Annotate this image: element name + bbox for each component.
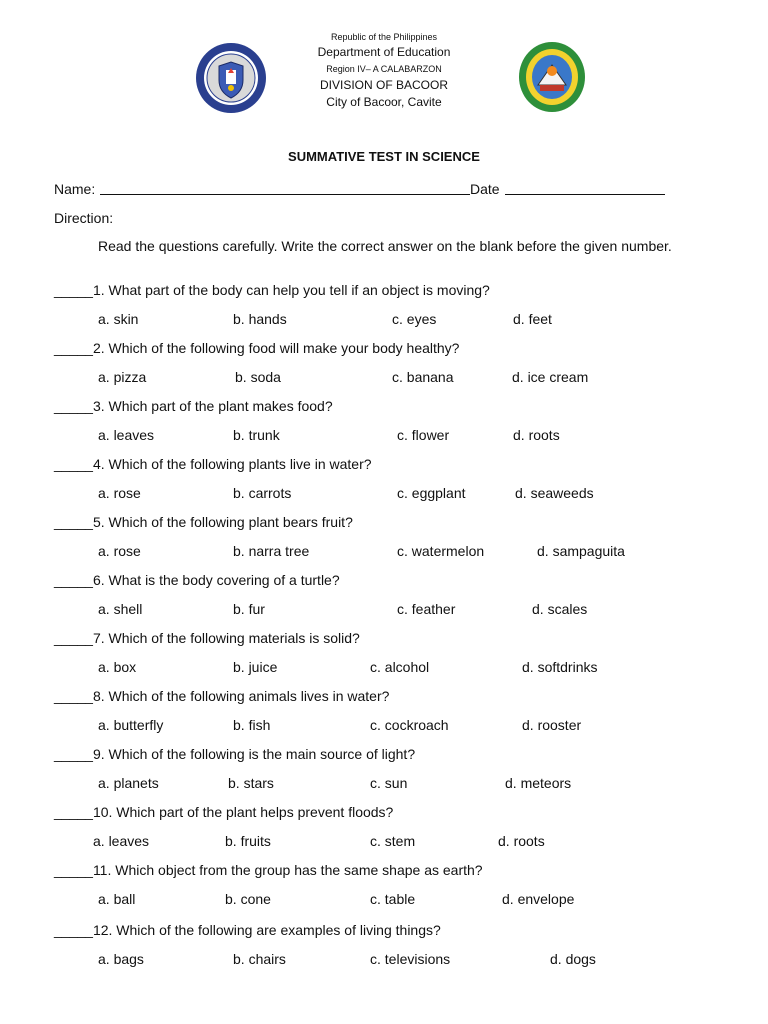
- option-c: c. banana: [392, 369, 454, 385]
- option-c: c. alcohol: [370, 659, 430, 675]
- option-d: d. seaweeds: [515, 485, 594, 501]
- answer-blank[interactable]: _____: [54, 340, 93, 356]
- question-text: 11. Which object from the group has the same shape as earth?: [92, 862, 483, 878]
- option-b: b. trunk: [233, 427, 280, 443]
- instructions: Read the questions carefully. Write the correct answer on the blank before the given number.: [98, 238, 672, 254]
- header-department: Department of Education: [317, 45, 451, 59]
- answer-blank[interactable]: _____: [54, 688, 93, 704]
- question-text: 7. Which of the following materials is solid?: [92, 630, 360, 646]
- option-b: b. juice: [233, 659, 278, 675]
- question-text: 5. Which of the following plant bears fruit?: [92, 514, 353, 530]
- question-text: 8. Which of the following animals lives in water?: [92, 688, 390, 704]
- question-text: 4. Which of the following plants live in water?: [92, 456, 372, 472]
- name-field[interactable]: [100, 183, 470, 195]
- option-a: a. bags: [98, 951, 144, 967]
- header-division: DIVISION OF BACOOR: [319, 78, 448, 92]
- option-a: a. pizza: [98, 369, 147, 385]
- option-d: d. roots: [513, 427, 560, 443]
- option-b: b. hands: [233, 311, 287, 327]
- answer-blank[interactable]: _____: [54, 630, 93, 646]
- option-a: a. box: [98, 659, 137, 675]
- option-b: b. fruits: [225, 833, 271, 849]
- header-city: City of Bacoor, Cavite: [326, 95, 442, 109]
- option-b: b. carrots: [233, 485, 292, 501]
- date-field[interactable]: [505, 183, 665, 195]
- option-c: c. televisions: [370, 951, 451, 967]
- question-11: [54, 862, 483, 878]
- option-b: b. soda: [235, 369, 281, 385]
- date-label: Date: [470, 181, 500, 197]
- option-a: a. planets: [98, 775, 159, 791]
- option-c: c. eggplant: [397, 485, 466, 501]
- option-d: d. sampaguita: [537, 543, 625, 559]
- question-3: [54, 398, 333, 414]
- option-d: d. rooster: [522, 717, 582, 733]
- question-text: 9. Which of the following is the main source of light?: [92, 746, 416, 762]
- name-label: Name:: [54, 181, 96, 197]
- question-8: [54, 688, 389, 704]
- question-5: [54, 514, 353, 530]
- question-12: [54, 922, 441, 938]
- answer-blank[interactable]: _____: [54, 746, 93, 762]
- question-text: 2. Which of the following food will make your body healthy?: [92, 340, 460, 356]
- option-c: c. flower: [397, 427, 450, 443]
- option-d: d. softdrinks: [522, 659, 598, 675]
- question-text: 3. Which part of the plant makes food?: [92, 398, 333, 414]
- question-1: [54, 282, 490, 298]
- option-c: c. table: [370, 891, 416, 907]
- question-text: 12. Which of the following are examples of living things?: [92, 922, 441, 938]
- option-d: d. roots: [498, 833, 545, 849]
- option-d: d. envelope: [502, 891, 575, 907]
- answer-blank[interactable]: _____: [54, 282, 93, 298]
- answer-blank[interactable]: _____: [54, 922, 93, 938]
- question-10: [54, 804, 393, 820]
- header-region: Region IV– A CALABARZON: [326, 64, 442, 74]
- question-6: [54, 572, 340, 588]
- option-b: b. narra tree: [233, 543, 310, 559]
- option-b: b. fish: [233, 717, 271, 733]
- option-a: a. ball: [98, 891, 136, 907]
- question-9: [54, 746, 415, 762]
- question-text: 10. Which part of the plant helps prevent floods?: [92, 804, 394, 820]
- option-c: c. stem: [370, 833, 416, 849]
- question-4: [54, 456, 372, 472]
- question-text: 6. What is the body covering of a turtle?: [92, 572, 340, 588]
- option-b: b. chairs: [233, 951, 286, 967]
- option-c: c. feather: [397, 601, 456, 617]
- option-a: a. leaves: [98, 427, 155, 443]
- option-a: a. skin: [98, 311, 139, 327]
- option-d: d. ice cream: [512, 369, 589, 385]
- header-republic: Republic of the Philippines: [330, 32, 438, 42]
- option-d: d. scales: [532, 601, 588, 617]
- answer-blank[interactable]: _____: [54, 398, 93, 414]
- option-a: a. leaves: [93, 833, 150, 849]
- option-c: c. watermelon: [397, 543, 485, 559]
- question-text: 1. What part of the body can help you tell if an object is moving?: [92, 282, 490, 298]
- option-b: b. stars: [228, 775, 274, 791]
- answer-blank[interactable]: _____: [54, 862, 93, 878]
- answer-blank[interactable]: _____: [54, 804, 93, 820]
- option-d: d. feet: [513, 311, 552, 327]
- direction-label: Direction:: [54, 210, 114, 226]
- option-d: d. meteors: [505, 775, 572, 791]
- option-a: a. rose: [98, 543, 141, 559]
- option-c: c. sun: [370, 775, 408, 791]
- answer-blank[interactable]: _____: [54, 572, 93, 588]
- question-2: [54, 340, 459, 356]
- option-c: c. eyes: [392, 311, 437, 327]
- option-a: a. rose: [98, 485, 141, 501]
- option-b: b. fur: [233, 601, 265, 617]
- option-d: d. dogs: [550, 951, 596, 967]
- option-c: c. cockroach: [370, 717, 449, 733]
- option-a: a. butterfly: [98, 717, 164, 733]
- option-a: a. shell: [98, 601, 143, 617]
- answer-blank[interactable]: _____: [54, 456, 93, 472]
- answer-blank[interactable]: _____: [54, 514, 93, 530]
- question-7: [54, 630, 360, 646]
- option-b: b. cone: [225, 891, 271, 907]
- page-title: SUMMATIVE TEST IN SCIENCE: [288, 149, 480, 164]
